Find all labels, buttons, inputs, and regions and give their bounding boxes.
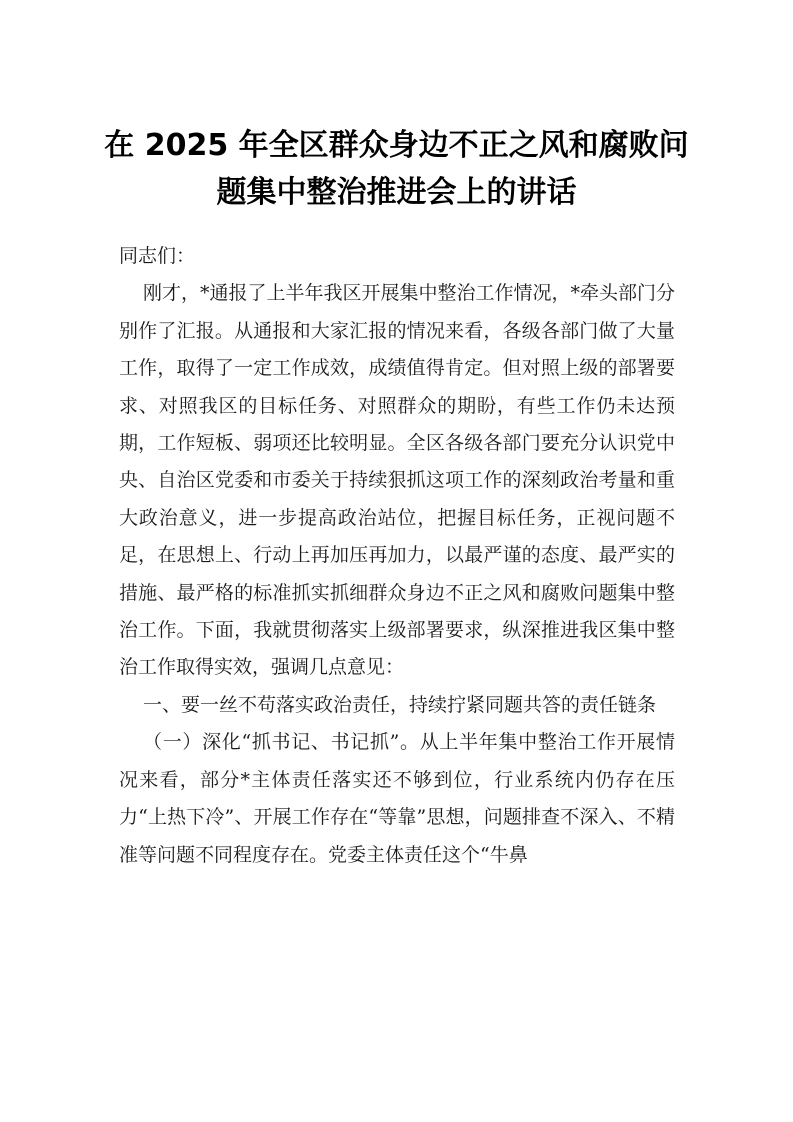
document-title <box>100 122 693 216</box>
greeting: 同志们： <box>119 245 196 267</box>
section-heading-1: 一、要一丝不苟落实政治责任，持续拧紧同题共答的责任链条 <box>143 693 657 716</box>
document-body <box>119 238 675 874</box>
title-line-1: 在 2025 年全区群众身边不正之风和腐败问 <box>104 128 689 163</box>
paragraph-opening: 刚才，*通报了上半年我区开展集中整治工作情况，*牵头部门分别作了汇报。从通报和大家汇报的情况来看，各级各部门做了大量工作，取得了一定工作成效，成绩值得肯定。但对照上级的部署要求、对照我区的目标任务、对照群众的期盼，有些工作仍未达预期，工作短板、弱项还比较明显。全区各级各部门要充分认识党中央、自治区党委和市委关于持续狠抓这项工作的深刻政治考量和重大政治意义，进一步提高政治站位，把握目标任务，正视问题不足，在思想上、行动上再加压再加力，以最严谨的态度、最严实的措施、最严格的标准抓实抓细群众身边不正之风和腐败问题集中整治工作。下面，我就贯彻落实上级部署要求，纵深推进我区集中整治工作取得实效，强调几点意见： <box>119 282 676 679</box>
subsection-paragraph-1: （一）深化“抓书记、书记抓”。从上半年集中整治工作开展情况来看，部分*主体责任落实还不够到位，行业系统内仍存在压力“上热下冷”、开展工作存在“等靠”思想，问题排查不深入、不精准等问题不同程度存在。党委主体责任这个“牛鼻 <box>119 731 675 866</box>
title-line-2: 题集中整治推进会上的讲话 <box>216 175 577 210</box>
